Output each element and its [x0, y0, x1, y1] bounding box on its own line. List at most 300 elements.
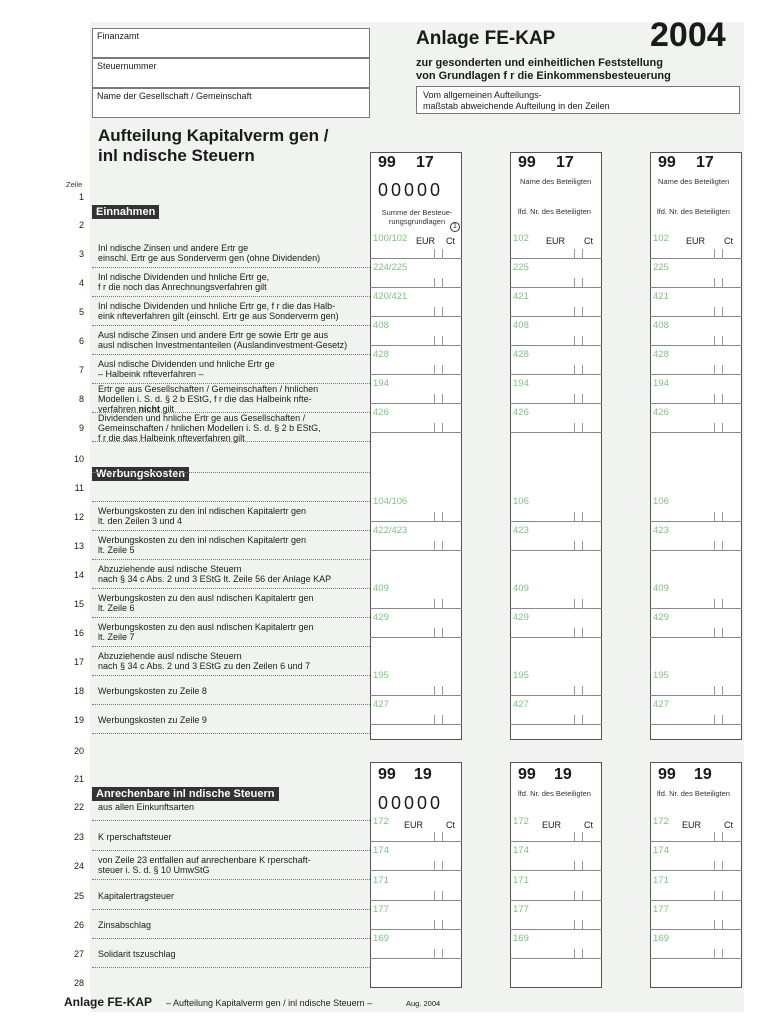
- tick-mark: [434, 249, 435, 259]
- row-label-line: f r die noch das Anrechnungsverfahren gilt: [98, 282, 267, 292]
- subtitle-line-1: zur gesonderten und einheitlichen Feststellung: [416, 57, 663, 69]
- amount-input[interactable]: [510, 347, 602, 375]
- amount-input[interactable]: [510, 494, 602, 522]
- col2-code-19: 19: [554, 766, 572, 783]
- amount-input[interactable]: [650, 902, 742, 930]
- tick-mark: [434, 920, 435, 930]
- field-code: 422/423: [373, 525, 408, 536]
- ct-divider: [442, 686, 443, 696]
- amount-input[interactable]: [370, 843, 462, 871]
- ct-divider: [722, 365, 723, 375]
- ct-divider: [442, 249, 443, 259]
- amount-input[interactable]: [510, 902, 602, 930]
- tick-mark: [434, 365, 435, 375]
- tick-mark: [574, 832, 575, 842]
- row-label-line: Ausl ndische Zinsen und andere Ertr ge sowie Ertr ge aus: [98, 330, 329, 340]
- field-code: 171: [373, 875, 389, 886]
- line-number: 23: [73, 832, 84, 842]
- ct-divider: [722, 832, 723, 842]
- ct-divider: [582, 599, 583, 609]
- row-label-line: Werbungskosten zu den inl ndischen Kapitalertr gen: [98, 506, 306, 516]
- line-number: 3: [78, 249, 84, 259]
- row-separator: [92, 501, 370, 502]
- amount-input[interactable]: [650, 668, 742, 696]
- row-label-line: Dividenden und hnliche Ertr ge aus Gesellschaften /: [98, 413, 306, 423]
- ct-divider: [582, 278, 583, 288]
- tick-mark: [434, 336, 435, 346]
- field-code: 426: [513, 407, 529, 418]
- amount-input[interactable]: [510, 814, 602, 842]
- ct-divider: [442, 920, 443, 930]
- amount-input[interactable]: [650, 610, 742, 638]
- ct-divider: [442, 891, 443, 901]
- amount-input[interactable]: [510, 231, 602, 259]
- line-number: 15: [73, 599, 84, 609]
- abweichende-aufteilung-box[interactable]: [416, 86, 740, 114]
- amount-input[interactable]: [370, 668, 462, 696]
- row-label: [98, 564, 370, 584]
- amount-input[interactable]: [510, 289, 602, 317]
- ct-divider: [582, 365, 583, 375]
- row-separator: [92, 820, 370, 821]
- ct-divider: [442, 832, 443, 842]
- row-separator: [92, 850, 370, 851]
- tick-mark: [714, 949, 715, 959]
- row-separator: [92, 267, 370, 268]
- row-label-line: Inl ndische Dividenden und hnliche Ertr ge, f r die das Halb-: [98, 301, 336, 311]
- line-number: 18: [73, 686, 84, 696]
- tick-mark: [574, 891, 575, 901]
- row-label: [98, 802, 370, 812]
- line-number: 17: [73, 657, 84, 667]
- amount-input[interactable]: [650, 814, 742, 842]
- line-number: 12: [73, 512, 84, 522]
- amount-input[interactable]: [510, 610, 602, 638]
- ct-divider: [582, 949, 583, 959]
- row-label-line: – Halbeink nfteverfahren –: [98, 369, 204, 379]
- tick-mark: [434, 715, 435, 725]
- summe-header: [375, 208, 459, 226]
- row-separator: [92, 909, 370, 910]
- tick-mark: [714, 599, 715, 609]
- eur-label-5: EUR: [542, 820, 562, 830]
- summe-zeros: 00000: [378, 180, 444, 200]
- row-separator: [92, 879, 370, 880]
- row-label-line: aus allen Einkunftsarten: [98, 802, 195, 812]
- ct-divider: [582, 861, 583, 871]
- tick-mark: [434, 278, 435, 288]
- amount-input[interactable]: [510, 260, 602, 288]
- field-code: 106: [653, 496, 669, 507]
- field-code: 429: [513, 612, 529, 623]
- line-number: 10: [73, 454, 84, 464]
- row-label-line: Ausl ndische Dividenden und hnliche Ertr ge: [98, 359, 275, 369]
- row-label-line: Werbungskosten zu den ausl ndischen Kapitalertr gen: [98, 622, 314, 632]
- row-label: [98, 593, 370, 613]
- ct-divider: [582, 891, 583, 901]
- tick-mark: [574, 686, 575, 696]
- subtitle-line-2: von Grundlagen f r die Einkommensbesteuerung: [416, 70, 671, 82]
- field-code: 169: [513, 933, 529, 944]
- amount-input[interactable]: [650, 318, 742, 346]
- line-number: 5: [78, 307, 84, 317]
- field-code: 421: [653, 291, 669, 302]
- amount-input[interactable]: [510, 318, 602, 346]
- row-label: [98, 384, 370, 414]
- col2-name-header: Name des Beteiligten: [520, 177, 592, 186]
- tick-mark: [434, 686, 435, 696]
- line-number: 4: [78, 278, 84, 288]
- ct-divider: [442, 599, 443, 609]
- field-code: 428: [513, 349, 529, 360]
- line-number: 22: [73, 802, 84, 812]
- amount-input[interactable]: [650, 581, 742, 609]
- summe-zeros-b: 00000: [378, 793, 444, 813]
- row-label-line: lt. Zeile 7: [98, 632, 135, 642]
- tick-mark: [574, 336, 575, 346]
- line-number: 13: [73, 541, 84, 551]
- amount-input[interactable]: [370, 494, 462, 522]
- field-code: 408: [373, 320, 389, 331]
- ct-divider: [722, 249, 723, 259]
- ct-divider: [442, 365, 443, 375]
- ct-divider: [442, 394, 443, 404]
- ct-divider: [722, 512, 723, 522]
- amount-input[interactable]: [370, 523, 462, 551]
- field-code: 224/225: [373, 262, 408, 273]
- amount-input[interactable]: [510, 376, 602, 404]
- row-separator: [92, 354, 370, 355]
- tick-mark: [714, 686, 715, 696]
- tick-mark: [574, 628, 575, 638]
- ct-divider: [722, 686, 723, 696]
- row-separator: [92, 472, 370, 473]
- row-separator: [92, 646, 370, 647]
- tick-mark: [714, 861, 715, 871]
- row-label-line: Werbungskosten zu den inl ndischen Kapitalertr gen: [98, 535, 306, 545]
- row-separator: [92, 938, 370, 939]
- field-code: 409: [513, 583, 529, 594]
- amount-input[interactable]: [370, 231, 462, 259]
- row-label-line: lt. den Zeilen 3 und 4: [98, 516, 183, 526]
- ct-divider: [442, 949, 443, 959]
- tick-mark: [714, 541, 715, 551]
- tick-mark: [574, 307, 575, 317]
- row-label-part: gilt: [160, 404, 175, 414]
- line-number: 28: [73, 978, 84, 988]
- amount-input[interactable]: [650, 523, 742, 551]
- row-label: [98, 949, 370, 959]
- heading-line-2: inl ndische Steuern: [98, 146, 255, 165]
- tick-mark: [434, 628, 435, 638]
- ct-divider: [722, 541, 723, 551]
- amount-input[interactable]: [650, 843, 742, 871]
- tick-mark: [714, 832, 715, 842]
- steuernummer-field[interactable]: [92, 58, 370, 88]
- tick-mark: [434, 307, 435, 317]
- tick-mark: [574, 949, 575, 959]
- tick-mark: [574, 365, 575, 375]
- tick-mark: [574, 394, 575, 404]
- amount-input[interactable]: [650, 376, 742, 404]
- field-code: 428: [373, 349, 389, 360]
- field-code: 421: [513, 291, 529, 302]
- field-code: 195: [653, 670, 669, 681]
- ct-divider: [442, 336, 443, 346]
- row-label-part: f r die das Halbeink nfteverfahren gilt: [98, 433, 245, 443]
- row-label: [98, 651, 370, 671]
- ct-divider: [442, 715, 443, 725]
- amount-input[interactable]: [650, 289, 742, 317]
- row-label-line: einschl. Ertr ge aus Sonderverm gen (ohne Dividenden): [98, 253, 321, 263]
- amount-input[interactable]: [370, 581, 462, 609]
- ct-divider: [442, 628, 443, 638]
- amount-input[interactable]: [370, 610, 462, 638]
- tick-mark: [434, 861, 435, 871]
- row-label: [98, 832, 370, 842]
- field-code: 428: [653, 349, 669, 360]
- line-number: 19: [73, 715, 84, 725]
- line-number: 16: [73, 628, 84, 638]
- amount-input[interactable]: [370, 347, 462, 375]
- amount-input[interactable]: [510, 581, 602, 609]
- row-label: [98, 301, 370, 321]
- ct-divider: [722, 891, 723, 901]
- row-label-line: Abzuziehende ausl ndische Steuern: [98, 651, 242, 661]
- field-code: 195: [373, 670, 389, 681]
- row-separator: [92, 588, 370, 589]
- col3-lfd-header-b: lfd. Nr. des Beteiligten: [657, 789, 730, 798]
- ct-divider: [582, 920, 583, 930]
- line-number: 25: [73, 891, 84, 901]
- summe-header-1: Summe der Besteue-: [381, 208, 453, 217]
- tick-mark: [714, 336, 715, 346]
- section-anrechenbare: Anrechenbare inl ndische Steuern: [92, 787, 279, 801]
- col2-lfd-header-b: lfd. Nr. des Beteiligten: [518, 789, 591, 798]
- ct-divider: [722, 278, 723, 288]
- amount-input[interactable]: [370, 405, 462, 433]
- line-number: 7: [78, 365, 84, 375]
- row-label-part: verfahren: [98, 404, 137, 414]
- footer-date: Aug. 2004: [406, 999, 441, 1008]
- tick-mark: [574, 861, 575, 871]
- tick-mark: [434, 599, 435, 609]
- line-number: 21: [73, 774, 84, 784]
- page-heading: [98, 126, 328, 166]
- amount-input[interactable]: [650, 405, 742, 433]
- form-year: 2004: [650, 16, 726, 54]
- row-label-line: von Zeile 23 entfallen auf anrechenbare K rperschaft-: [98, 855, 311, 865]
- line-number: 24: [73, 861, 84, 871]
- row-label: [98, 855, 370, 875]
- ct-divider: [722, 715, 723, 725]
- line-number: 26: [73, 920, 84, 930]
- tick-mark: [574, 278, 575, 288]
- tick-mark: [434, 891, 435, 901]
- ct-divider: [722, 628, 723, 638]
- finanzamt-label: Finanzamt: [97, 31, 140, 41]
- field-code: 172: [513, 816, 529, 827]
- steuernummer-label: Steuernummer: [97, 61, 157, 71]
- ct-divider: [582, 715, 583, 725]
- ct-divider: [722, 920, 723, 930]
- ct-label-6: Ct: [724, 820, 733, 830]
- field-code: 409: [373, 583, 389, 594]
- row-label: [98, 243, 370, 263]
- amount-input[interactable]: [650, 260, 742, 288]
- footer-text: – Aufteilung Kapitalverm gen / inl ndische Steuern –: [166, 998, 373, 1008]
- field-code: 194: [653, 378, 669, 389]
- tick-mark: [714, 423, 715, 433]
- amount-input[interactable]: [370, 697, 462, 725]
- amount-input[interactable]: [370, 873, 462, 901]
- field-code: 174: [653, 845, 669, 856]
- eur-label-2: EUR: [546, 236, 566, 246]
- ct-divider: [442, 423, 443, 433]
- row-label-line: Abzuziehende ausl ndische Steuern: [98, 564, 242, 574]
- section-werbungskosten: Werbungskosten: [92, 467, 189, 481]
- row-label-line: Zinsabschlag: [98, 920, 152, 930]
- col3-code-17: 17: [696, 154, 714, 171]
- line-number: 20: [73, 746, 84, 756]
- tick-mark: [714, 891, 715, 901]
- field-code: 427: [373, 699, 389, 710]
- amount-input[interactable]: [510, 405, 602, 433]
- row-label: [98, 272, 370, 292]
- row-label-line: Kapitalertragsteuer: [98, 891, 175, 901]
- ct-divider: [582, 307, 583, 317]
- amount-input[interactable]: [510, 931, 602, 959]
- amount-input[interactable]: [650, 231, 742, 259]
- row-label: [98, 686, 370, 696]
- ct-divider: [582, 394, 583, 404]
- row-label-line: nach § 34 c Abs. 2 und 3 EStG lt. Zeile 56 der Anlage KAP: [98, 574, 332, 584]
- eur-label-6: EUR: [682, 820, 702, 830]
- ct-divider: [722, 949, 723, 959]
- ct-label-2: Ct: [584, 236, 593, 246]
- tick-mark: [714, 365, 715, 375]
- row-label-line: Werbungskosten zu den ausl ndischen Kapitalertr gen: [98, 593, 314, 603]
- tick-mark: [434, 832, 435, 842]
- col2-lfd-header: lfd. Nr. des Beteiligten: [518, 207, 591, 216]
- row-separator: [92, 530, 370, 531]
- amount-input[interactable]: [370, 289, 462, 317]
- note-line-2: maßstab abweichende Aufteilung in den Zeilen: [423, 101, 610, 111]
- amount-input[interactable]: [510, 668, 602, 696]
- ct-divider: [442, 861, 443, 871]
- field-code: 423: [513, 525, 529, 536]
- row-label-line: ausl ndischen Investmentanteilen (Auslandinvestment-Gesetz): [98, 340, 348, 350]
- summe-header-2: rungsgrundlagen: [388, 217, 446, 226]
- gesellschaft-field[interactable]: [92, 88, 370, 118]
- ct-divider: [722, 599, 723, 609]
- heading-line-1: Aufteilung Kapitalverm gen /: [98, 126, 329, 145]
- ct-divider: [582, 686, 583, 696]
- tick-mark: [714, 394, 715, 404]
- amount-input[interactable]: [510, 873, 602, 901]
- field-code: 106: [513, 496, 529, 507]
- amount-input[interactable]: [370, 814, 462, 842]
- col2-code-17: 17: [556, 154, 574, 171]
- field-code: 429: [373, 612, 389, 623]
- amount-input[interactable]: [370, 931, 462, 959]
- amount-input[interactable]: [370, 318, 462, 346]
- ct-divider: [722, 861, 723, 871]
- ct-label-1: Ct: [446, 236, 455, 246]
- amount-input[interactable]: [650, 931, 742, 959]
- field-code: 177: [653, 904, 669, 915]
- amount-input[interactable]: [650, 494, 742, 522]
- field-code: 225: [653, 262, 669, 273]
- tick-mark: [714, 249, 715, 259]
- tick-mark: [714, 512, 715, 522]
- row-separator: [92, 675, 370, 676]
- col3-code-99-b: 99: [658, 766, 676, 783]
- col3-lfd-header: lfd. Nr. des Beteiligten: [657, 207, 730, 216]
- amount-input[interactable]: [650, 347, 742, 375]
- col1-code-19: 19: [414, 766, 432, 783]
- zeile-label: Zeile: [66, 180, 83, 189]
- footnote-circle: 1: [450, 222, 460, 232]
- ct-label-3: Ct: [724, 236, 733, 246]
- eur-label-3: EUR: [686, 236, 706, 246]
- amount-input[interactable]: [510, 523, 602, 551]
- ct-divider: [722, 307, 723, 317]
- field-code: 194: [373, 378, 389, 389]
- col3-name-header: Name des Beteiligten: [658, 177, 730, 186]
- field-code: 423: [653, 525, 669, 536]
- amount-input[interactable]: [370, 260, 462, 288]
- col2-code-99: 99: [518, 154, 536, 171]
- amount-input[interactable]: [370, 902, 462, 930]
- col3-code-99: 99: [658, 154, 676, 171]
- amount-input[interactable]: [650, 873, 742, 901]
- ct-divider: [582, 249, 583, 259]
- tick-mark: [574, 512, 575, 522]
- tick-mark: [574, 920, 575, 930]
- field-code: 408: [653, 320, 669, 331]
- note-line-1: Vom allgemeinen Aufteilungs-: [423, 90, 542, 100]
- row-label-line: Solidarit tszuschlag: [98, 949, 176, 959]
- tick-mark: [574, 599, 575, 609]
- row-label-line: eink nfteverfahren gilt (einschl. Ertr ge aus Sonderverm gen): [98, 311, 339, 321]
- form-title: Anlage FE-KAP: [416, 28, 556, 49]
- field-code: 172: [653, 816, 669, 827]
- line-number: 14: [73, 570, 84, 580]
- line-number: 8: [78, 394, 84, 404]
- field-code: 171: [653, 875, 669, 886]
- line-number: 1: [78, 192, 84, 202]
- field-code: 172: [373, 816, 389, 827]
- ct-divider: [582, 541, 583, 551]
- amount-input[interactable]: [370, 376, 462, 404]
- col2-code-99-b: 99: [518, 766, 536, 783]
- amount-input[interactable]: [510, 697, 602, 725]
- ct-divider: [442, 541, 443, 551]
- finanzamt-field[interactable]: [92, 28, 370, 58]
- field-code: 104/106: [373, 496, 408, 507]
- tick-mark: [434, 541, 435, 551]
- ct-divider: [442, 512, 443, 522]
- amount-input[interactable]: [510, 843, 602, 871]
- row-label-line: Modellen i. S. d. § 2 b EStG, f r die das Halbeink nfte-: [98, 394, 312, 404]
- line-number: 27: [73, 949, 84, 959]
- amount-input[interactable]: [650, 697, 742, 725]
- ct-divider: [442, 278, 443, 288]
- row-label: [98, 891, 370, 901]
- ct-divider: [442, 307, 443, 317]
- col3-code-19: 19: [694, 766, 712, 783]
